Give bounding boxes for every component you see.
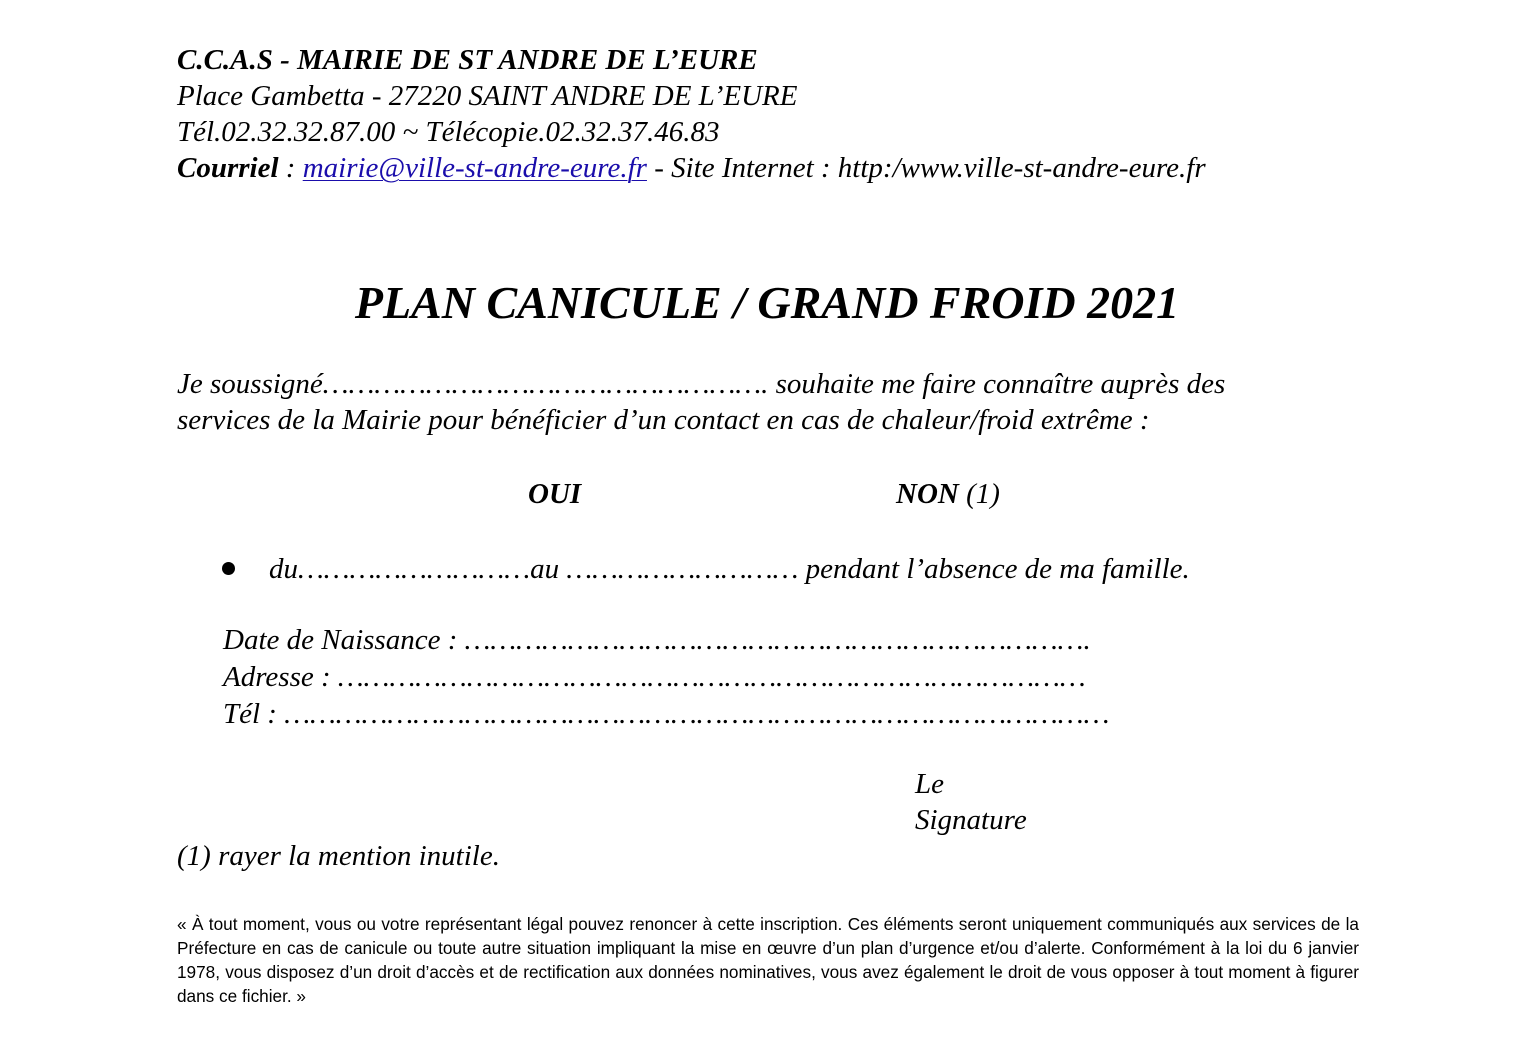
email-separator: : <box>278 152 303 184</box>
choice-non-note: (1) <box>958 478 1000 510</box>
website-text: - Site Internet : http:/www.ville-st-andre-eure.fr <box>646 152 1206 184</box>
bullet-icon <box>222 562 235 575</box>
choice-non-label: NON <box>896 478 959 510</box>
choice-non[interactable] <box>896 476 1000 512</box>
intro-line-2: services de la Mairie pour bénéficier d’un contact en cas de chaleur/froid extrême : <box>177 404 1150 436</box>
signature-label: Signature <box>915 804 1027 836</box>
legal-notice: « À tout moment, vous ou votre représentant légal pouvez renoncer à cette inscription. Ces éléments seront uniquement communiqués aux services de la Préfecture en cas de canicule ou toute autre situation impliquant la mise en œuvre d’un plan d’urgence et/ou d’alerte. Conformément à la loi du 6 janvier 1978, vous disposez d’un droit d’accès et de rectification aux données nominatives, vous avez également le droit de vous opposer à tout moment à figurer dans ce fichier. » <box>177 914 1359 1006</box>
email-label: Courriel <box>177 152 279 184</box>
org-address: Place Gambetta - 27220 SAINT ANDRE DE L’EURE <box>177 80 798 112</box>
choice-oui[interactable]: OUI <box>528 478 582 510</box>
period-line: du………………………au ……………………… pendant l’absence de ma famille. <box>269 553 1190 585</box>
date-label: Le <box>915 768 944 800</box>
page-title: PLAN CANICULE / GRAND FROID 2021 <box>354 277 1180 328</box>
address-field[interactable]: Adresse : …………………………………………………………………………… <box>223 661 1086 693</box>
contact-line <box>177 150 1206 186</box>
org-name: C.C.A.S - MAIRIE DE ST ANDRE DE L’EURE <box>177 44 758 76</box>
org-phone-fax: Tél.02.32.32.87.00 ~ Télécopie.02.32.37.46.83 <box>177 116 720 148</box>
email-link[interactable]: mairie@ville-st-andre-eure.fr <box>302 152 647 184</box>
birth-date-field[interactable]: Date de Naissance : ………………………………………………………………. <box>223 624 1091 656</box>
intro-line-1: Je soussigné……………………………………………. souhaite me faire connaître auprès des <box>177 368 1226 400</box>
footnote: (1) rayer la mention inutile. <box>177 840 500 872</box>
phone-field[interactable]: Tél : …………………………………………………………………………………… <box>223 698 1110 730</box>
